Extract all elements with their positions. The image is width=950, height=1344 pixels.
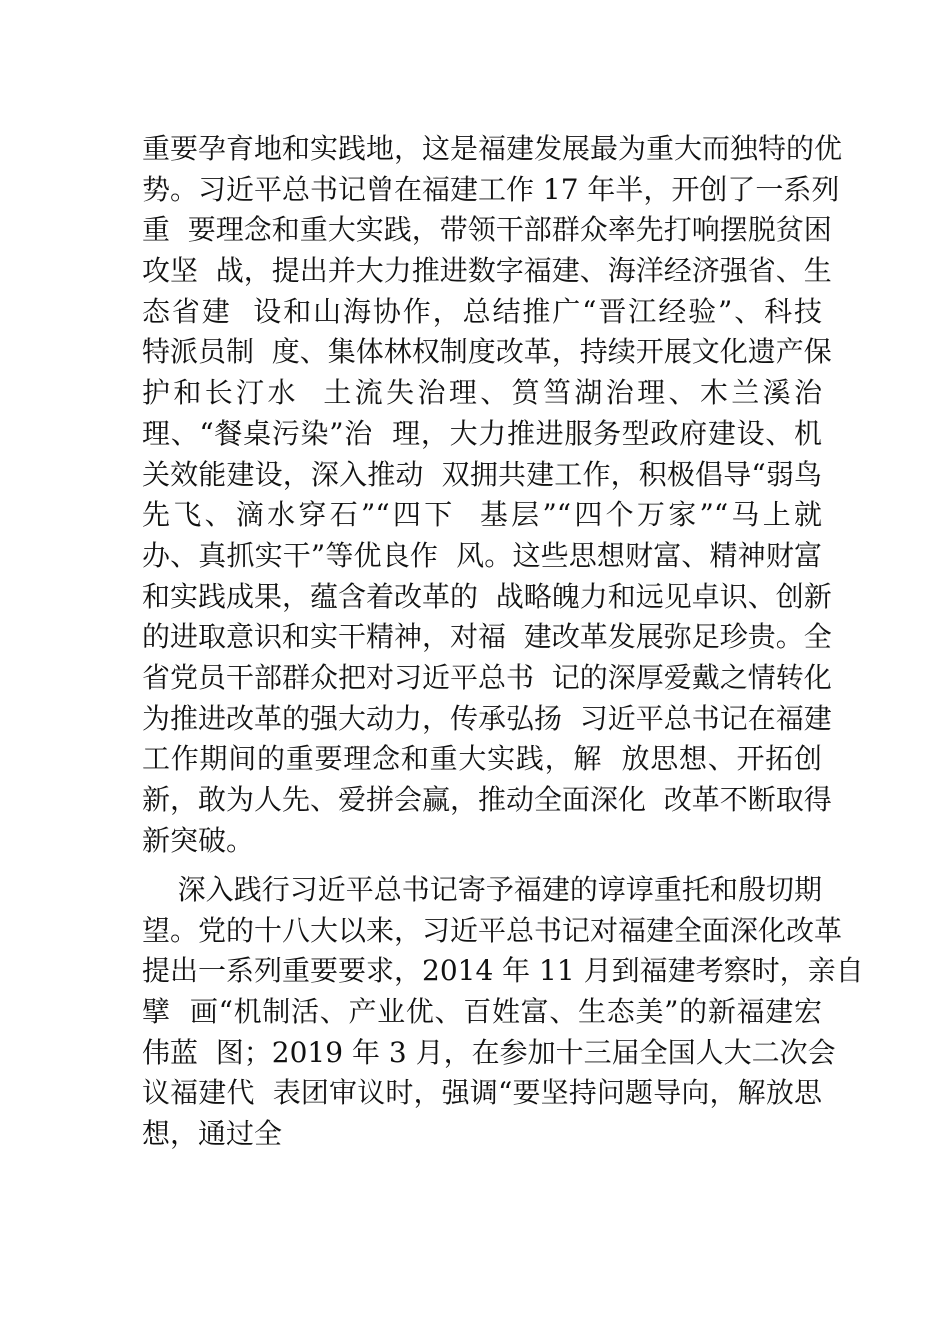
text-line: 势。习近平总书记曾在福建工作 17 年半，开创了一系列 [142, 172, 840, 206]
text-line: 办、真抓实干”等优良作 风。这些思想财富、精神财富 [142, 538, 822, 572]
text-line: 关效能建设，深入推动 双拥共建工作，积极倡导“弱鸟 [142, 457, 822, 491]
text-line: 望。党的十八大以来，习近平总书记对福建全面深化改革 [142, 913, 843, 947]
paragraph-1 [142, 129, 843, 861]
text-line: 重要孕育地和实践地，这是福建发展最为重大而独特的优 [142, 132, 843, 165]
text-line: 伟蓝 图；2019 年 3 月，在参加十三届全国人大二次会 [142, 1035, 836, 1069]
text-line: 攻坚 战，提出并大力推进数字福建、海洋经济强省、生 [142, 254, 832, 288]
text-line: 省党员干部群众把对习近平总书 记的深厚爱戴之情转化 [142, 660, 832, 694]
text-line: 工作期间的重要理念和重大实践，解 放思想、开拓创 [142, 742, 822, 776]
text-line: 先飞、滴水穿石”“四下 基层”“四个万家”“马上就 [142, 498, 822, 532]
text-line: 重 要理念和重大实践，带领干部群众率先打响摆脱贫困 [142, 213, 832, 247]
text-line: 议福建代 表团审议时，强调“要坚持问题导向，解放思 [142, 1076, 822, 1110]
text-line: 擘 画“机制活、产业优、百姓富、生态美”的新福建宏 [142, 995, 822, 1029]
text-line: 提出一系列重要要求，2014 年 11 月到福建考察时，亲自 [142, 954, 864, 988]
text-line: 特派员制 度、集体林权制度改革，持续开展文化遗产保 [142, 335, 832, 369]
text-line: 新突破。 [142, 823, 255, 857]
text-line: 护和长汀水 土流失治理、筼筜湖治理、木兰溪治 [142, 376, 822, 410]
text-line: 和实践成果，蕴含着改革的 战略魄力和远见卓识、创新 [142, 579, 832, 613]
text-line: 理、“餐桌污染”治 理，大力推进服务型政府建设、机 [142, 416, 822, 450]
text-line: 态省建 设和山海协作，总结推广“晋江经验”、科技 [142, 294, 822, 328]
text-line: 深入践行习近平总书记寄予福建的谆谆重托和殷切期 [142, 873, 822, 906]
text-line: 的进取意识和实干精神，对福 建改革发展弥足珍贵。全 [142, 620, 832, 654]
text-line: 新，敢为人先、爱拼会赢，推动全面深化 改革不断取得 [142, 783, 832, 816]
text-line: 为推进改革的强大动力，传承弘扬 习近平总书记在福建 [142, 701, 832, 735]
text-line: 想，通过全 [142, 1117, 283, 1151]
paragraph-2 [142, 870, 864, 1155]
